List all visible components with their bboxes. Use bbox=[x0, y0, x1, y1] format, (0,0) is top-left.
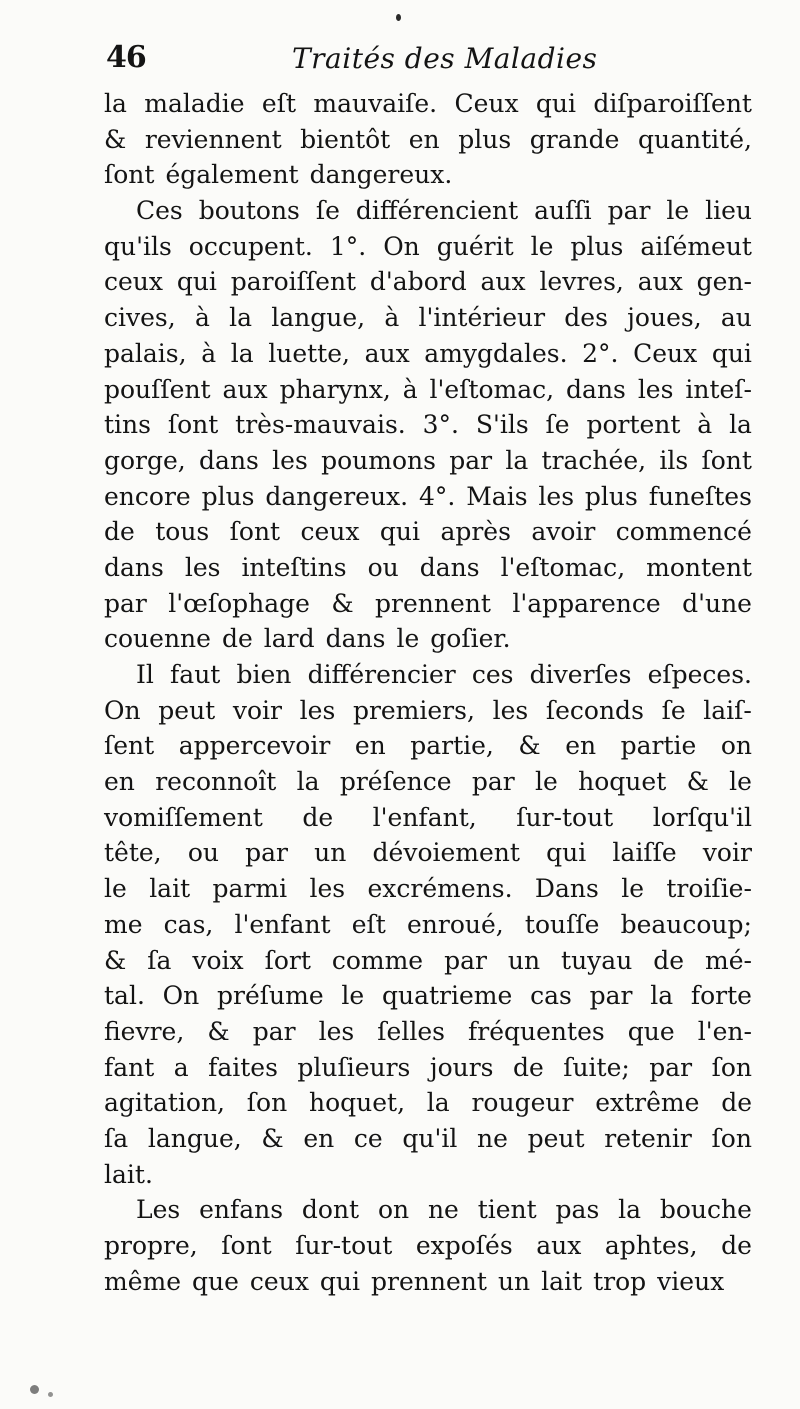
text-line: en reconnoît la préſence par le hoquet & le bbox=[104, 767, 752, 797]
text-line: lait. bbox=[104, 1159, 153, 1189]
text-line: ſent appercevoir en partie, & en partie on bbox=[104, 731, 752, 761]
text-line: même que ceux qui prennent un lait trop vieux bbox=[104, 1266, 725, 1296]
text-line: cives, à la langue, à l'intérieur des joues, au bbox=[104, 303, 752, 333]
text-line: me cas, l'enfant eſt enroué, touſſe beaucoup; bbox=[104, 909, 752, 939]
text-line: fievre, & par les ſelles fréquentes que l'en- bbox=[104, 1016, 752, 1046]
ink-speck bbox=[48, 1392, 53, 1397]
text-line: de tous ſont ceux qui après avoir commencé bbox=[104, 517, 752, 547]
text-line: palais, à la luette, aux amygdales. 2°. Ceux qui bbox=[104, 338, 752, 368]
text-line: On peut voir les premiers, les ſeconds ſe laiſ- bbox=[104, 695, 752, 725]
text-line: tins ſont très-mauvais. 3°. S'ils ſe portent à la bbox=[104, 410, 752, 440]
page-number: 46 bbox=[106, 40, 146, 75]
paragraph bbox=[104, 1192, 752, 1299]
text-line: gorge, dans les poumons par la trachée, ils ſont bbox=[104, 445, 752, 475]
text-line: tal. On préſume le quatrieme cas par la forte bbox=[104, 981, 752, 1011]
text-line: vomiſſement de l'enfant, ſur-tout lorſqu'il bbox=[104, 802, 752, 832]
text-line: la maladie eſt mauvaiſe. Ceux qui diſparoiſſent bbox=[104, 89, 752, 118]
paragraph bbox=[104, 86, 752, 193]
text-line: tête, ou par un dévoiement qui laiſſe voir bbox=[104, 838, 752, 868]
text-line: ſa langue, & en ce qu'il ne peut retenir ſon bbox=[104, 1123, 752, 1153]
text-line: Il faut bien différencier ces diverſes eſpeces. bbox=[136, 660, 752, 689]
ink-speck bbox=[396, 14, 401, 21]
text-line: dans les inteſtins ou dans l'eſtomac, montent bbox=[104, 552, 752, 582]
page-header bbox=[106, 36, 756, 86]
text-line: Ces boutons ſe différencient auſſi par le lieu bbox=[136, 196, 752, 226]
text-line: qu'ils occupent. 1°. On guérit le plus aiſémeut bbox=[104, 231, 752, 261]
text-line: fant a faites pluſieurs jours de ſuite; par ſon bbox=[104, 1052, 752, 1082]
text-line: ſont également dangereux. bbox=[104, 160, 453, 190]
text-line: & reviennent bientôt en plus grande quantité, bbox=[104, 124, 752, 154]
ink-speck bbox=[30, 1385, 39, 1394]
text-line: & ſa voix ſort comme par un tuyau de mé- bbox=[104, 945, 752, 975]
text-line: pouſſent aux pharynx, à l'eſtomac, dans les inteſ- bbox=[104, 374, 752, 404]
text-line: ceux qui paroiſſent d'abord aux levres, aux gen- bbox=[104, 267, 752, 297]
text-line: agitation, ſon hoquet, la rougeur extrême de bbox=[104, 1088, 752, 1118]
text-line: couenne de lard dans le goſier. bbox=[104, 624, 511, 654]
text-line: encore plus dangereux. 4°. Mais les plus funeſtes bbox=[104, 481, 752, 511]
text-line: le lait parmi les excrémens. Dans le troiſie- bbox=[104, 874, 752, 904]
running-title: Traités des Maladies bbox=[292, 42, 598, 75]
paragraph bbox=[104, 193, 752, 657]
text-line: par l'œſophage & prennent l'apparence d'une bbox=[104, 588, 752, 618]
text-line: Les enfans dont on ne tient pas la bouche bbox=[136, 1195, 752, 1225]
text-line: propre, ſont ſur-tout expoſés aux aphtes, de bbox=[104, 1231, 752, 1260]
paragraph bbox=[104, 657, 752, 1192]
body-text bbox=[104, 86, 752, 1299]
